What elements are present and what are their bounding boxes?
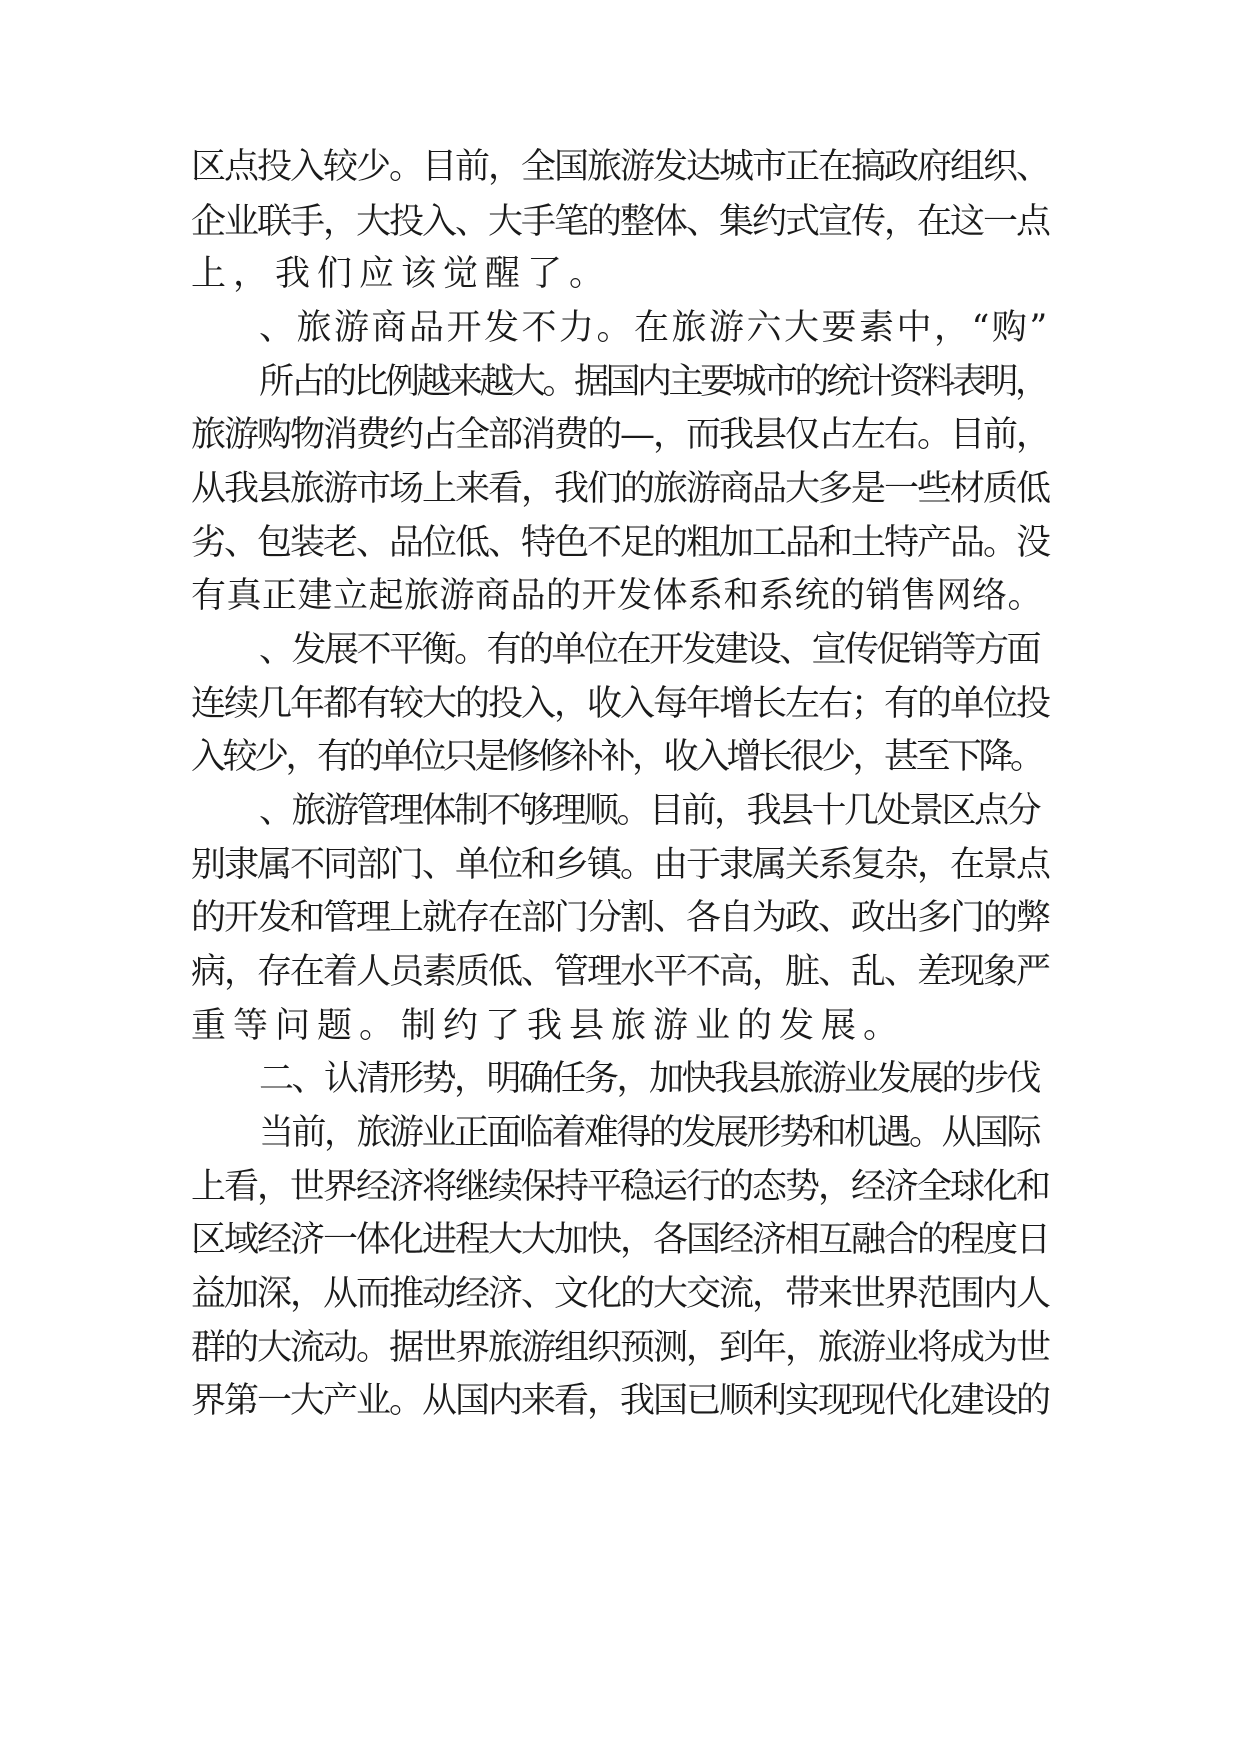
text-line: 的开发和管理上就存在部门分割、各自为政、政出多门的弊: [191, 898, 1050, 938]
text-line: 区域经济一体化进程大大加快，各国经济相互融合的程度日: [191, 1220, 1050, 1260]
text-line: 有真正建立起旅游商品的开发体系和系统的销售网络。: [191, 576, 1044, 616]
text-line: 、旅游商品开发不力。在旅游六大要素中，“购”: [259, 308, 1050, 348]
text-line: 入较少，有的单位只是修修补补，收入增长很少，甚至下降。: [191, 737, 1042, 777]
text-line: 、发展不平衡。有的单位在开发建设、宣传促销等方面: [259, 630, 1040, 670]
text-line: 所占的比例越来越大。据国内主要城市的统计资料表明，: [259, 362, 1047, 402]
text-line: 旅游购物消费约占全部消费的—，而我县仅占左右。目前，: [191, 415, 1050, 455]
text-line: 别隶属不同部门、单位和乡镇。由于隶属关系复杂，在景点: [191, 845, 1050, 885]
text-line: 重等问题。制约了我县旅游业的发展。: [191, 1006, 906, 1046]
text-line: 界第一大产业。从国内来看，我国已顺利实现现代化建设的: [191, 1381, 1050, 1421]
text-line: 企业联手，大投入、大手笔的整体、集约式宣传，在这一点: [191, 202, 1050, 242]
text-line: 病，存在着人员素质低、管理水平不高，脏、乱、差现象严: [191, 952, 1050, 992]
section-heading: 二、认清形势，明确任务，加快我县旅游业发展的步伐: [259, 1059, 1040, 1099]
text-line: 连续几年都有较大的投入，收入每年增长左右；有的单位投: [191, 684, 1050, 724]
text-line: 益加深，从而推动经济、文化的大交流，带来世界范围内人: [191, 1274, 1050, 1314]
text-line: 上看，世界经济将继续保持平稳运行的态势，经济全球化和: [191, 1167, 1050, 1207]
text-line: 上，我们应该觉醒了。: [191, 254, 612, 294]
text-line: 劣、包装老、品位低、特色不足的粗加工品和土特产品。没: [191, 523, 1050, 563]
text-line: 、旅游管理体制不够理顺。目前，我县十几处景区点分: [259, 791, 1040, 831]
text-line: 从我县旅游市场上来看，我们的旅游商品大多是一些材质低: [191, 469, 1050, 509]
text-line: 当前，旅游业正面临着难得的发展形势和机遇。从国际: [259, 1113, 1040, 1153]
text-line: 群的大流动。据世界旅游组织预测，到年，旅游业将成为世: [191, 1328, 1050, 1368]
text-line: 区点投入较少。目前，全国旅游发达城市正在搞政府组织、: [191, 147, 1050, 187]
